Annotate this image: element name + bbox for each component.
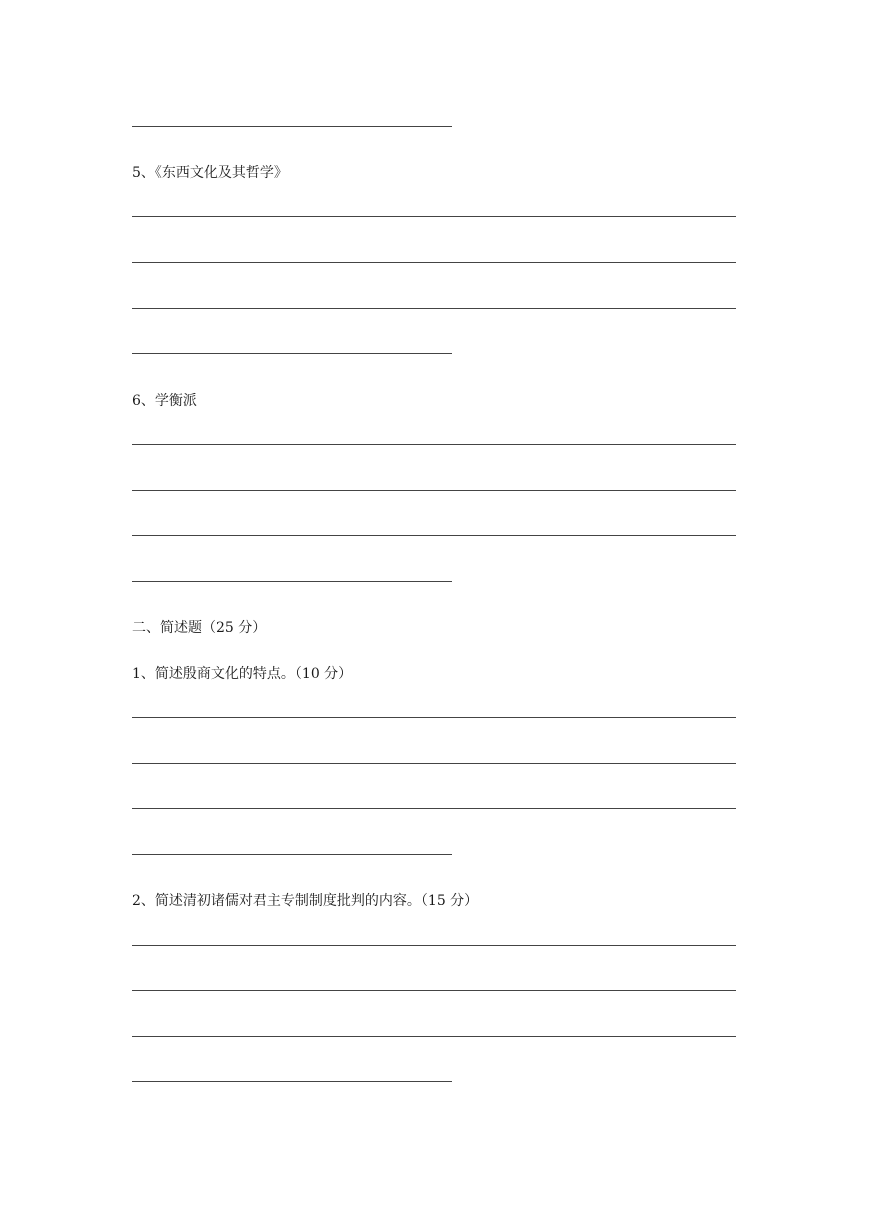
answer-line[interactable] [132, 262, 736, 263]
short-answer-2-label: 2、简述清初诸儒对君主专制制度批判的内容。（15 分） [132, 893, 479, 909]
answer-line[interactable] [132, 808, 736, 809]
question-6-label: 6、学衡派 [132, 393, 197, 409]
answer-line[interactable] [132, 990, 736, 991]
answer-line[interactable] [132, 763, 736, 764]
short-answer-1-label: 1、简述殷商文化的特点。（10 分） [132, 666, 353, 682]
answer-line[interactable] [132, 444, 736, 445]
question-5-label: 5、《东西文化及其哲学》 [132, 165, 288, 181]
answer-line[interactable] [132, 126, 452, 127]
answer-line[interactable] [132, 535, 736, 536]
answer-line[interactable] [132, 308, 736, 309]
answer-line[interactable] [132, 490, 736, 491]
answer-line[interactable] [132, 854, 452, 855]
answer-line[interactable] [132, 353, 452, 354]
answer-line[interactable] [132, 581, 452, 582]
answer-line[interactable] [132, 216, 736, 217]
answer-line[interactable] [132, 1081, 452, 1082]
answer-line[interactable] [132, 1036, 736, 1037]
section-2-heading: 二、简述题（25 分） [132, 620, 267, 636]
answer-line[interactable] [132, 945, 736, 946]
answer-line[interactable] [132, 717, 736, 718]
